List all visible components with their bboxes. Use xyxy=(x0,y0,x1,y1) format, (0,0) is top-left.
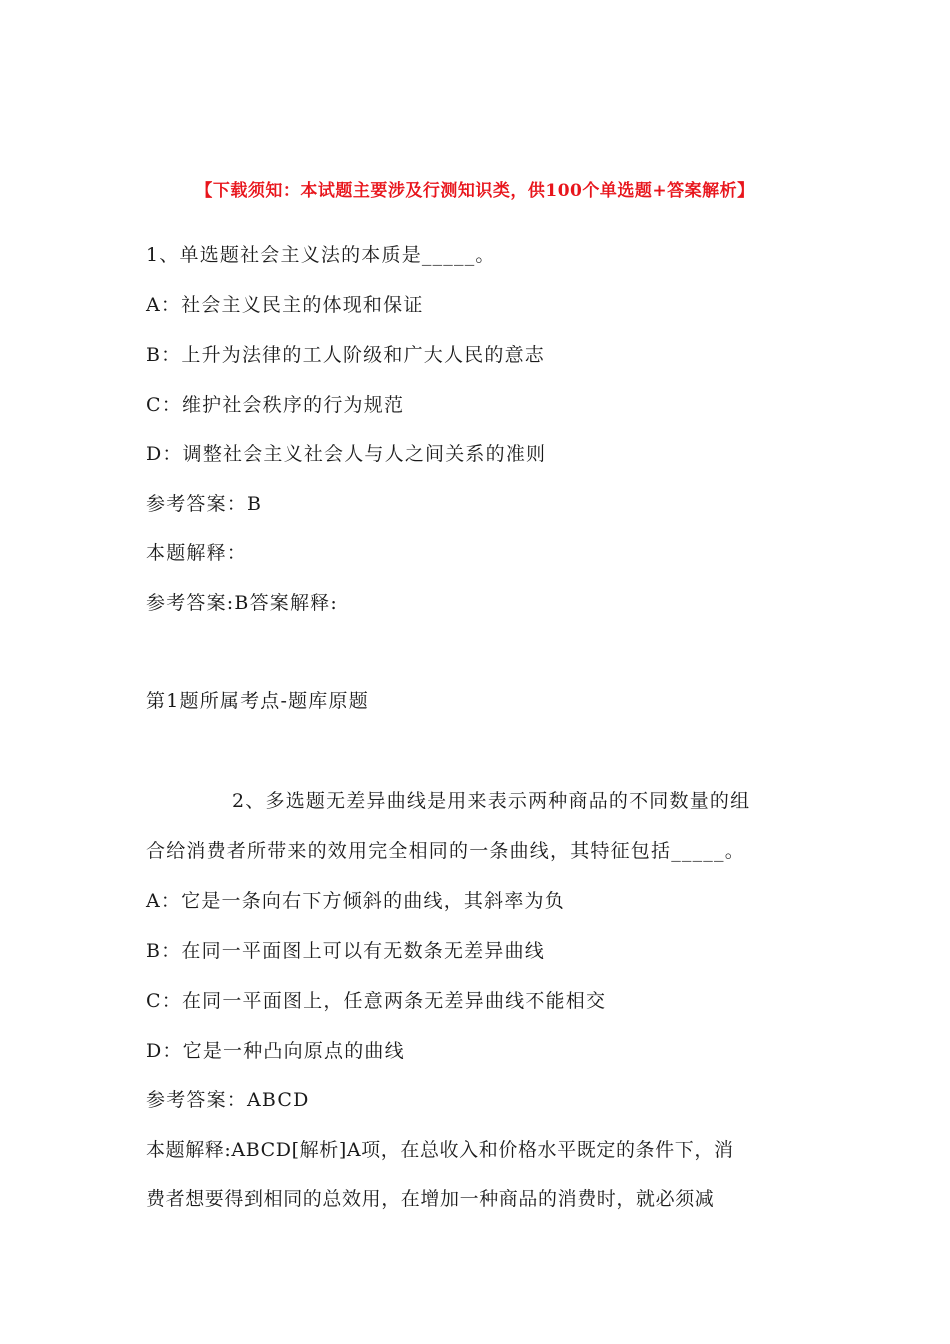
q1-analysis-label: 本题解释： xyxy=(146,542,248,564)
q1-option-b: B：上升为法律的工人阶级和广大人民的意志 xyxy=(146,344,545,366)
q1-option-c: C：维护社会秩序的行为规范 xyxy=(146,394,405,416)
q2-answer: 参考答案：ABCD xyxy=(146,1089,310,1111)
q2-analysis-line2: 费者想要得到相同的总效用，在增加一种商品的消费时，就必须减 xyxy=(146,1188,715,1210)
q2-stem-line2: 合给消费者所带来的效用完全相同的一条曲线，其特征包括_____。 xyxy=(146,840,745,862)
q2-option-a: A：它是一条向右下方倾斜的曲线，其斜率为负 xyxy=(146,890,565,912)
q1-answer: 参考答案：B xyxy=(146,493,263,515)
q1-source: 第1题所属考点-题库原题 xyxy=(146,690,369,712)
q1-option-a: A：社会主义民主的体现和保证 xyxy=(146,294,424,316)
q1-stem: 1、单选题社会主义法的本质是_____。 xyxy=(146,244,496,266)
q2-option-d: D：它是一种凸向原点的曲线 xyxy=(146,1040,405,1062)
q1-option-d: D：调整社会主义社会人与人之间关系的准则 xyxy=(146,443,547,465)
q2-option-c: C：在同一平面图上，任意两条无差异曲线不能相交 xyxy=(146,990,607,1012)
q2-option-b: B：在同一平面图上可以有无数条无差异曲线 xyxy=(146,940,545,962)
download-notice: 【下载须知：本试题主要涉及行测知识类，供100个单选题+答案解析】 xyxy=(195,181,755,201)
q1-analysis: 参考答案:B答案解释: xyxy=(146,592,338,614)
q2-analysis-line1: 本题解释:ABCD[解析]A项，在总收入和价格水平既定的条件下，消 xyxy=(146,1139,734,1161)
q2-stem-line1: 2、多选题无差异曲线是用来表示两种商品的不同数量的组 xyxy=(232,790,751,812)
